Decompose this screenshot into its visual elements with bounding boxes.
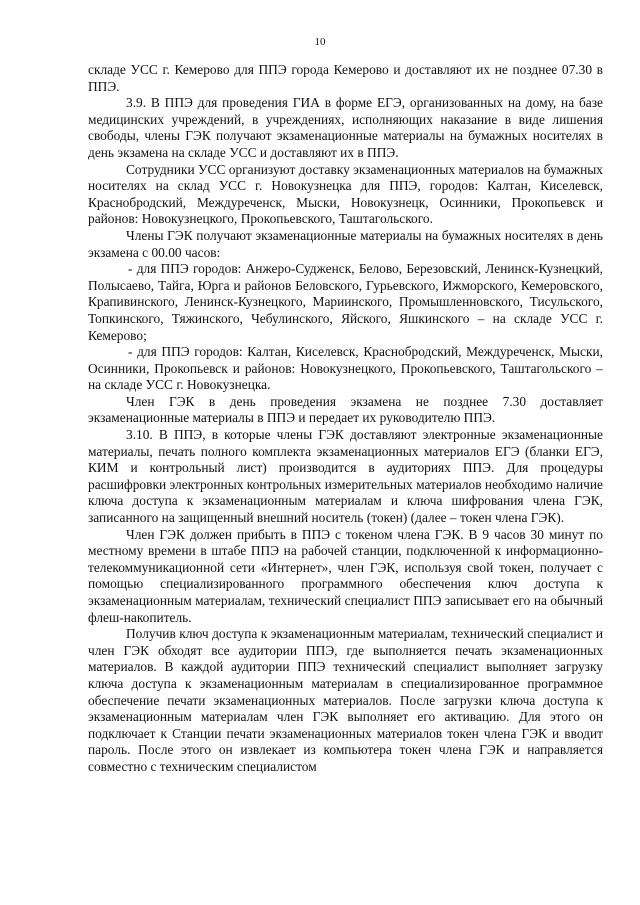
paragraph: Получив ключ доступа к экзаменационным материалам, технический специалист и член ГЭК обходят все аудитории ППЭ, где выполняется печать экзаменационных материалов. В каждой аудитории ППЭ технический специалист выполняет загрузку ключа доступа к экзаменационным материалам в специализированное программное обеспечение печати экзаменационных материалов. После загрузки ключа доступа к экзаменационным материалам член ГЭК выполняет его активацию. Для этого он подключает к Станции печати экзаменационных материалов токен члена ГЭК и вводит пароль. После этого он извлекает из компьютера токен члена ГЭК и направляется совместно с техническим специалистом <box>88 626 603 774</box>
paragraph: Член ГЭК в день проведения экзамена не позднее 7.30 доставляет экзаменационные материалы в ППЭ и передает их руководителю ППЭ. <box>88 393 603 426</box>
paragraph: 3.10. В ППЭ, в которые члены ГЭК доставляют электронные экзаменационные материалы, печать полного комплекта экзаменационных материалов ЕГЭ (бланки ЕГЭ, КИМ и контрольный лист) производится в аудиториях ППЭ. Для процедуры расшифровки электронных контрольных измерительных материалов необходимо наличие ключа доступа к экзаменационным материалам и ключа шифрования члена ГЭК, записанного на защищенный внешний носитель (токен) (далее – токен члена ГЭК). <box>88 427 603 526</box>
document-body <box>88 62 603 776</box>
paragraph: складе УСС г. Кемерово для ППЭ города Кемерово и доставляют их не позднее 07.30 в ППЭ. <box>88 62 603 94</box>
list-item-paragraph: - для ППЭ городов: Анжеро-Судженск, Белово, Березовский, Ленинск-Кузнецкий, Полысаево, Тайга, Юрга и районов Беловского, Гурьевского, Ижморского, Кемеровского, Крапивинского, Ленинск-Кузнецкого, Мариинского, Промышленновского, Тисульского, Топкинского, Тяжинского, Чебулинского, Яйского, Яшкинского – на складе УСС г. Кемерово; <box>88 261 603 343</box>
paragraph: Члены ГЭК получают экзаменационные материалы на бумажных носителях в день экзамена с 00.00 часов: <box>88 227 603 260</box>
paragraph: Член ГЭК должен прибыть в ППЭ с токеном члена ГЭК. В 9 часов 30 минут по местному времени в штабе ППЭ на рабочей станции, подключенной к информационно-телекоммуникационной сети «Интернет», член ГЭК, используя свой токен, получает с помощью специализированного программного обеспечения ключ доступа к экзаменационным материалам, технический специалист ППЭ записывает его на обычный флеш-накопитель. <box>88 526 603 625</box>
list-item-paragraph: - для ППЭ городов: Калтан, Киселевск, Краснобродский, Междуреченск, Мыски, Осинники, Прокопьевск и районов: Новокузнецкого, Прокопьевского, Таштагольского – на складе УСС г. Новокузнецка. <box>88 344 603 393</box>
paragraph: Сотрудники УСС организуют доставку экзаменационных материалов на бумажных носителях на склад УСС г. Новокузнецка для ППЭ, городов: Калтан, Киселевск, Краснобродский, Междуреченск, Мыски, Новокузнецк, Осинники, Прокопьевск и районов: Новокузнецкого, Прокопьевского, Таштагольского. <box>88 161 603 227</box>
page-number: 10 <box>314 36 326 48</box>
paragraph: 3.9. В ППЭ для проведения ГИА в форме ЕГЭ, организованных на дому, на базе медицинских учреждений, в учреждениях, исполняющих наказание в виде лишения свободы, члены ГЭК получают экзаменационные материалы на бумажных носителях в день экзамена на складе УСС и доставляют их в ППЭ. <box>88 95 603 160</box>
